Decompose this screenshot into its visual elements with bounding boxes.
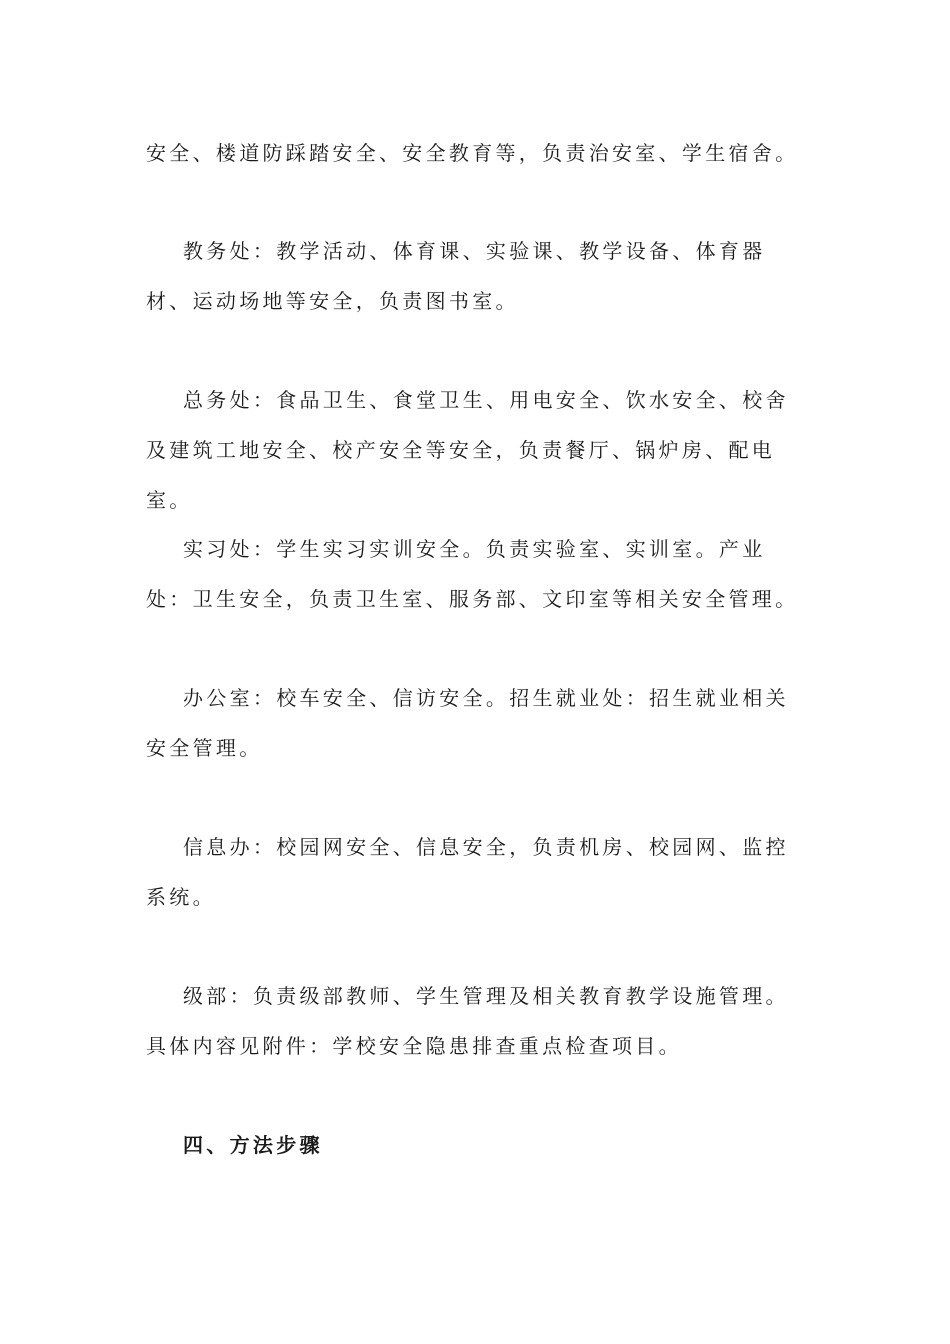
paragraph-xinxiban: 信息办：校园网安全、信息安全，负责机房、校园网、监控系统。: [146, 835, 789, 909]
paragraph-bangongshi: 办公室：校车安全、信访安全。招生就业处：招生就业相关安全管理。: [146, 686, 789, 760]
paragraph-shixichu: 实习处：学生实习实训安全。负责实验室、实训室。产业处：卫生安全，负责卫生室、服务部、文印室等相关安全管理。: [146, 537, 799, 611]
paragraph-zongwuchu: 总务处：食品卫生、食堂卫生、用电安全、饮水安全、校舍及建筑工地安全、校产安全等安全，负责餐厅、锅炉房、配电室。: [146, 388, 789, 512]
paragraph-jibu: 级部：负责级部教师、学生管理及相关教育教学设施管理。具体内容见附件：学校安全隐患排查重点检查项目。: [146, 984, 789, 1058]
paragraph-continuation: 安全、楼道防踩踏安全、安全教育等，负责治安室、学生宿舍。: [146, 141, 799, 165]
section-heading: 四、方法步骤: [183, 1133, 323, 1157]
paragraph-jiaowuchu: 教务处：教学活动、体育课、实验课、教学设备、体育器材、运动场地等安全，负责图书室。: [146, 239, 766, 313]
